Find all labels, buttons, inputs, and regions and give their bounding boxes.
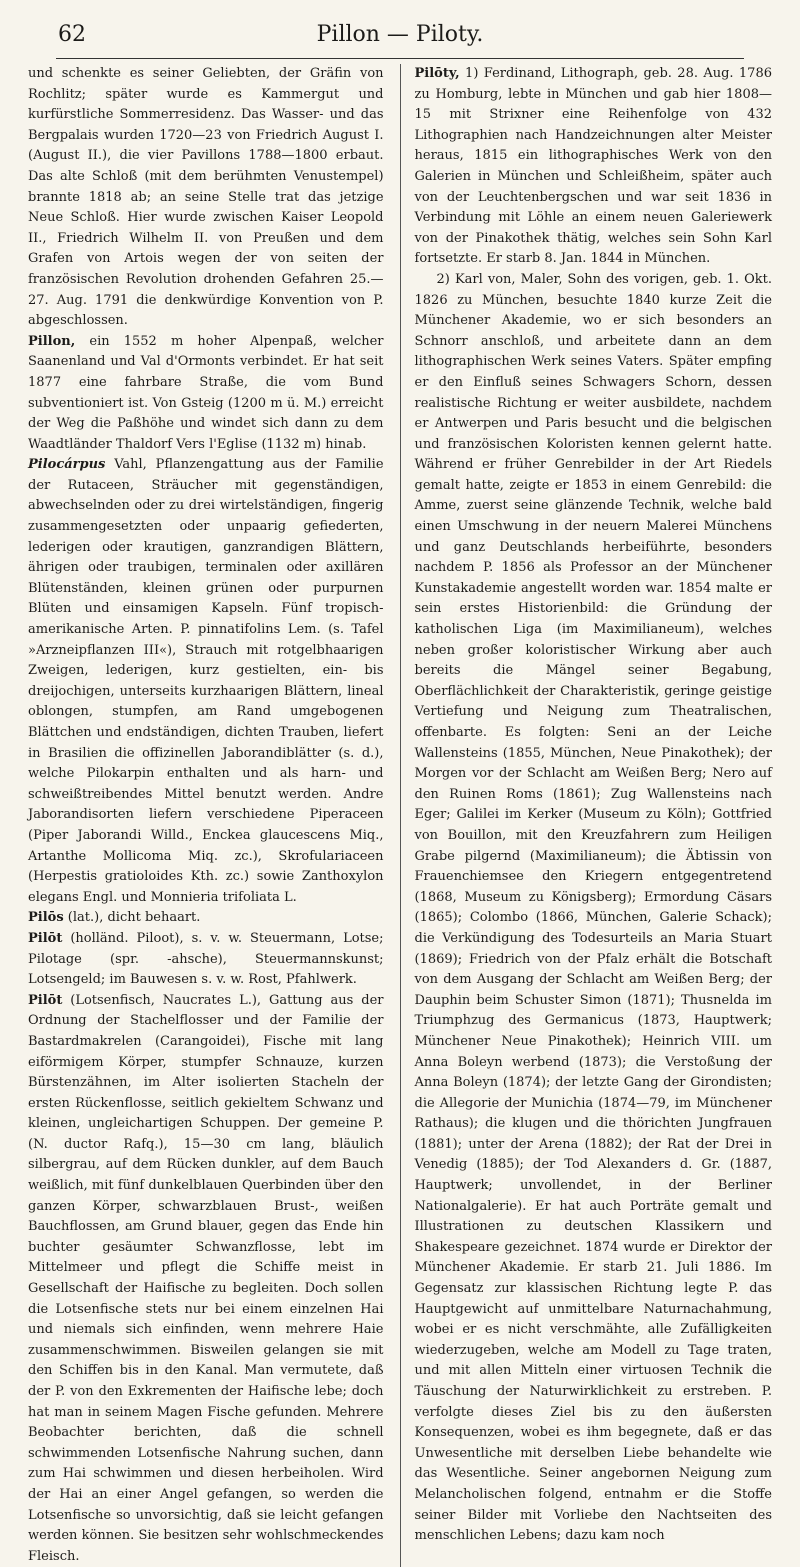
entry-paragraph (28, 455, 384, 908)
entry-paragraph (28, 991, 384, 1567)
entry-text: und schenkte es seiner Geliebten, der Gräfin von Rochlitz; später wurde es Kammergut und kurfürstliche Sommerresidenz. Das Wasser- und das Bergpalais wurden 1720—23 von Friedrich August I. (August II.), die vier Pavillons 1788—1800 erbaut. Das alte Schloß (mit dem berühmten Venustempel) brannte 1818 ab; an seine Stelle trat das jetzige Neue Schloß. Hier wurde zwischen Kaiser Leopold II., Friedrich Wilhelm II. von Preußen und dem Grafen von Artois wegen der von seiten der französischen Revolution drohenden Gefahren 25.—27. Aug. 1791 die denkwürdige Konvention von P. abgeschlossen. (28, 66, 384, 329)
entry-paragraph (28, 64, 384, 332)
entry-paragraph (415, 270, 772, 1547)
entry-paragraph (28, 908, 384, 929)
entry-text: ein 1552 m hoher Alpenpaß, welcher Saanenland und Val d'Ormonts verbindet. Er hat seit 1877 eine fahrbare Straße, die vom Bund subventioniert ist. Von Gsteig (1200 m ü. M.) erreicht der Weg die Paßhöhe und windet sich dann zu dem Waadtländer Thaldorf Vers l'Eglise (1132 m) hinab. (28, 333, 384, 452)
entry-paragraph (28, 332, 384, 456)
headword: Pilocárpus (28, 457, 106, 473)
entry-text: 2) Karl von, Maler, Sohn des vorigen, geb. 1. Okt. 1826 zu München, besuchte 1840 kurze Zeit die Münchener Akademie, wo er sich besonders an Schnorr anschloß, und arbeitete dann an dem lithographischen Werk seines Vaters. Später empfing er den Einfluß seines Schwagers Schorn, dessen realistische Richtung er weiter ausbildete, nachdem er Antwerpen und Paris besucht und die belgischen und französischen Koloristen kennen gelernt hatte. Während er früher Genrebilder in der Art Riedels gemalt hatte, zeigte er 1853 in einem Genrebild: die Amme, zuerst seine glänzende Technik, welche bald einen Umschwung in der neuern Malerei Münchens und ganz Deutschlands herbeiführte, besonders nachdem P. 1856 als Professor an der Münchener Kunstakademie angestellt worden war. 1854 malte er sein erstes Historienbild: die Gründung der katholischen Liga (im Maximilianeum), welches neben großer koloristischer Wirkung aber auch bereits die Mängel seiner Begabung, Oberflächlichkeit der Charakteristik, geringe geistige Vertiefung und Neigung zum Theatralischen, offenbarte. Es folgten: Seni an der Leiche Wallensteins (1855, München, Neue Pinakothek); der Morgen vor der Schlacht am Weißen Berg; Nero auf den Ruinen Roms (1861); Zug Wallensteins nach Eger; Galilei im Kerker (Museum zu Köln); Gottfried von Bouillon, mit den Kreuzfahrern zum Heiligen Grabe pilgernd (Maximilianeum); die Äbtissin von Frauenchiemsee den Kriegern entgegentretend (1868, Museum zu Königsberg); Ermordung Cäsars (1865); Colombo (1866, München, Galerie Schack); die Verkündigung des Todesurteils an Maria Stuart (1869); Friedrich von der Pfalz erhält die Botschaft von dem Ausgang der Schlacht am Weißen Berg; der Dauphin beim Schuster Simon (1871); Thusnelda im Triumphzug des Germanicus (1873, Hauptwerk; Münchener Neue Pinakothek); Heinrich VIII. um Anna Boleyn werbend (1873); die Verstoßung der Anna Boleyn (1874); der letzte Gang der Girondisten; die Allegorie der Munichia (1874—79, im Münchener Rathaus); die klugen und die thörichten Jungfrauen (1881); unter der Arena (1882); der Rat der Drei in Venedig (1885); der Tod Alexanders d. Gr. (1887, Hauptwerk; unvollendet, in der Berliner Nationalgalerie). Er hat auch Porträte gemalt und Illustrationen zu deutschen Klassikern und Shakespeare gezeichnet. 1874 wurde er Direktor der Münchener Akademie. Er starb 21. Juli 1886. Im Gegensatz zur klassischen Richtung legte P. das Hauptgewicht auf unmittelbare Naturnachahmung, wobei er es nicht verschmähte, alle Zufälligkeiten wiederzugeben, welche am Modell zu Tage traten, und mit allen Mitteln einer virtuosen Technik die Täuschung der Naturwirklichkeit zu erstreben. P. verfolgte dieses Ziel bis zu den äußersten Konsequenzen, wobei es ihm begegnete, daß er das Unwesentliche mit derselben Liebe behandelte wie das Wesentliche. Seiner angebornen Neigung zum Melancholischen folgend, entnahm er die Stoffe seiner Bilder mit Vorliebe den Nachtseiten des menschlichen Lebens; dazu kam noch (414, 271, 772, 1544)
entry-text: (Lotsenfisch, Naucrates L.), Gattung aus der Ordnung der Stachelflosser und der Familie der Bastardmakrelen (Carangoidei), Fische mit lang eiförmigem Körper, stumpfer Schnauze, kurzen Bürstenzähnen, im Alter isolierten Stacheln der ersten Rückenflosse, seitlich gekieltem Schwanz und kleinen, ungleichartigen Schuppen. Der gemeine P. (N. ductor Rafq.), 15—30 cm lang, bläulich silbergrau, auf dem Rücken dunkler, auf dem Bauch weißlich, mit fünf dunkelblauen Querbinden über den ganzen Körper, schwarzblauen Brust-, weißen Bauchflossen, am Grund blauer, gegen das Ende hin buchter gesäumter Schwanzflosse, lebt im Mittelmeer und pflegt die Schiffe meist in Gesellschaft der Haifische zu begleiten. Doch sollen die Lotsenfische stets nur bei einem einzelnen Hai und niemals sich einfinden, wenn mehrere Haie zusammenschwimmen. Bisweilen gelangen sie mit den Schiffen bis in den Kanal. Man vermutete, daß der P. von den Exkrementen der Haifische lebe; doch hat man in seinem Magen Fische gefunden. Mehrere Beobachter berichten, daß die schnell schwimmenden Lotsenfische Nahrung suchen, dann zum Hai schwimmen und diesen herbeiholen. Wird der Hai an einer Angel gefangen, so werden die Lotsenfische so unvorsichtig, daß sie leicht gefangen werden können. Sie besitzen sehr wohlschmeckendes Fleisch. (28, 992, 384, 1564)
headword: Pilōt (28, 992, 63, 1008)
running-head: Pillon — Piloty. (316, 22, 484, 47)
left-column (28, 64, 384, 1567)
headword: Pillon, (28, 333, 76, 349)
right-column (400, 64, 772, 1567)
header-rule (56, 58, 744, 59)
entry-text: 1) Ferdinand, Lithograph, geb. 28. Aug. 1786 zu Homburg, lebte in München und gab hier 1808—15 mit Strixner eine Reihenfolge von 432 Lithographien nach Handzeichnungen alter Meister heraus, 1815 ein lithographisches Werk von den Galerien in München und Schleißheim, später auch von der Leuchtenbergschen und war seit 1836 in Verbindung mit Löhle an einem neuen Galeriewerk von der Pinakothek thätig, welches sein Sohn Karl fortsetzte. Er starb 8. Jan. 1844 in München. (414, 66, 772, 267)
headword: Pilōty, (414, 66, 460, 81)
page-header (28, 0, 772, 62)
text-columns (28, 64, 772, 1567)
headword: Pilōs (28, 910, 64, 926)
entry-text: Vahl, Pflanzengattung aus der Familie der Rutaceen, Sträucher mit gegenständigen, abwechselnden oder zu drei wirtelständigen, fingerig zusammengesetzten oder unpaarig gefiederten, lederigen oder krautigen, ganzrandigen Blättern, ährigen oder traubigen, terminalen oder axillären Blütenständen, kleinen grünen oder purpurnen Blüten und einsamigen Kapseln. Fünf tropisch-amerikanische Arten. P. pinnatifolins Lem. (s. Tafel »Arzneipflanzen III«), Strauch mit rotgelbhaarigen Zweigen, lederigen, kurz gestielten, ein- bis dreijochigen, unterseits kurzhaarigen Blättern, lineal oblongen, stumpfen, am Rand umgebogenen Blättchen und endständigen, dichten Trauben, liefert in Brasilien die offizinellen Jaborandiblätter (s. d.), welche Pilokarpin enthalten und als harn- und schweißtreibendes Mittel benutzt werden. Andre Jaborandisorten liefern verschiedene Piperaceen (Piper Jaborandi Willd., Enckea glaucescens Miq., Artanthe Mollicoma Miq. zc.), Skrofulariaceen (Herpestis gratioloides Kth. zc.) sowie Zanthoxylon elegans Engl. und Monnieria trifoliata L. (28, 457, 384, 905)
entry-paragraph (415, 64, 772, 270)
entry-paragraph (28, 929, 384, 991)
headword: Pilōt (28, 930, 63, 946)
entry-text: (holländ. Piloot), s. v. w. Steuermann, Lotse; Pilotage (spr. -ahsche), Steuermannskunst; Lotsengeld; im Bauwesen s. v. w. Rost, Pfahlwerk. (28, 930, 384, 988)
page-number: 62 (58, 22, 86, 47)
entry-text: (lat.), dicht behaart. (63, 910, 201, 926)
